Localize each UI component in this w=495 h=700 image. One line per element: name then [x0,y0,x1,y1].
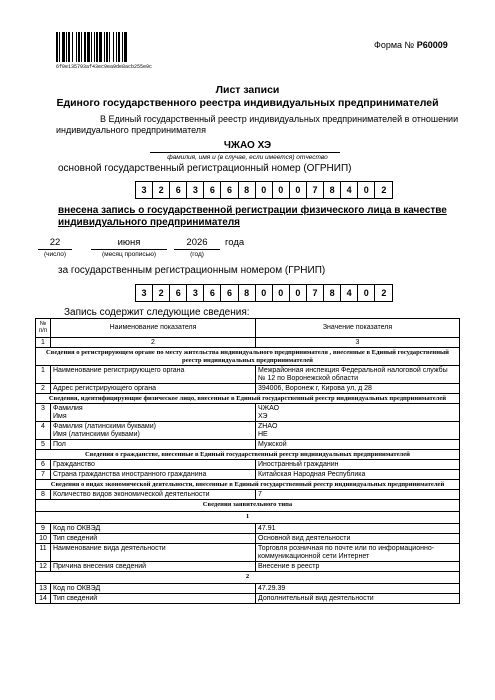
row-number: 13 [36,584,51,594]
section-row [36,394,460,404]
row-value: 47.29.39 [256,584,460,594]
col-header-value: Значение показателя [256,319,460,338]
person-fio: ЧЖАО ХЭ [223,140,272,151]
group-number-2: 2 [36,572,460,584]
date-year: 2026 [186,237,208,248]
row-number: 5 [36,440,51,450]
row-value: Мужской [256,440,460,450]
fio-caption: фамилия, имя и (в случае, если имеется) отчество [167,154,328,161]
fio-underline [150,152,340,153]
form-number-prefix: Форма № [374,40,415,50]
grnip-label: за государственным регистрационным номером (ГРНИП) [58,265,326,276]
ogrnip-digit: 3 [136,182,153,198]
date-suffix: года [225,237,245,248]
ogrnip-digit: 0 [273,182,290,198]
row-name: Гражданство [51,460,256,470]
row-value: Торговля розничная по почте или по информационно-коммуникационной сети Интернет [256,544,460,562]
date-month-line [91,249,167,250]
grnip-digit: 2 [153,285,170,301]
intro-text: В Единый государственный реестр индивидуальных предпринимателей в отношении индивидуального предпринимателя [56,114,459,135]
row-name [51,422,256,440]
ogrnip-digit: 8 [239,182,256,198]
grnip-digit: 0 [358,285,375,301]
group-number-1: 1 [36,512,460,524]
date-month: июня [117,237,141,248]
section-row [36,480,460,490]
section-row [36,348,460,366]
table-row [36,384,460,394]
row-name: Страна гражданства иностранного гражданина [51,470,256,480]
date-month-caption: (месяц прописью) [101,251,157,258]
grnip-digit: 2 [381,288,387,298]
table-colnum-row [36,338,460,348]
ogrnip-digit: 0 [256,182,273,198]
table-row [36,404,460,422]
grnip-digit: 3 [136,285,153,301]
ogrnip-digit: 3 [187,182,204,198]
row-name-line: Фамилия [53,404,83,412]
grnip-digit: 6 [204,285,221,301]
row-number: 3 [36,404,51,422]
form-number-value: Р60009 [416,40,448,50]
row-name: Тип сведений [51,534,256,544]
row-name [51,404,256,422]
row-value: Основной вид деятельности [256,534,460,544]
row-name: Причина внесения сведений [51,562,256,572]
row-value: Китайская Народная Республика [256,470,460,480]
grnip-digit: 7 [307,285,324,301]
table-row [36,366,460,384]
row-number: 7 [36,470,51,480]
grnip-digit: 0 [290,285,307,301]
table-row [36,470,460,480]
ogrnip-digit: 6 [221,182,238,198]
row-number: 12 [36,562,51,572]
row-name: Тип сведений [51,594,256,604]
col-header-num: № п/п [36,319,51,338]
colnum-2: 2 [51,338,256,348]
record-table [35,318,460,604]
grnip-digit: 8 [324,285,341,301]
ogrnip-digit: 2 [153,182,170,198]
date-day: 22 [49,237,61,248]
ogrnip-digit: 6 [204,182,221,198]
row-name-line: Имя [53,412,67,420]
ogrnip-digit: 7 [307,182,324,198]
row-value: Иностранный гражданин [256,460,460,470]
row-value: 7 [256,490,460,500]
colnum-1: 1 [36,338,51,348]
group-row [36,512,460,524]
section-row [36,500,460,512]
form-number [374,40,448,50]
table-row [36,460,460,470]
table-row [36,422,460,440]
row-name: Пол [51,440,256,450]
ogrnip-digit: 8 [324,182,341,198]
row-name: Количество видов экономической деятельности [51,490,256,500]
document-subtitle: Единого государственного реестра индивидуальных предпринимателей [56,97,439,109]
ogrnip-digit: 0 [358,182,375,198]
section-economic-activity: Сведения о видах экономической деятельности, внесенные в Единый государственный реестр индивидуальных предпринимателей [36,480,460,490]
grnip-digit: 8 [239,285,256,301]
table-row [36,562,460,572]
section-identity: Сведения, идентифицирующие физическое лицо, внесенные в Единый государственный реестр индивидуальных предпринимателей [36,394,460,404]
row-number: 2 [36,384,51,394]
row-number: 14 [36,594,51,604]
row-name: Адрес регистрирующего органа [51,384,256,394]
table-row [36,524,460,534]
ogrnip-digit: 6 [170,182,187,198]
row-value: Дополнительный вид деятельности [256,594,460,604]
date-year-line [174,249,220,250]
section-citizenship: Сведения о гражданстве, внесенные в Единый государственный реестр индивидуальных предпринимателей [36,450,460,460]
row-name: Код по ОКВЭД [51,584,256,594]
table-row [36,544,460,562]
grnip-digit: 6 [221,285,238,301]
row-number: 6 [36,460,51,470]
row-name-line: Фамилия (латинскими буквами) [53,422,156,430]
table-intro: Запись содержит следующие сведения: [64,307,250,318]
ogrnip-digit: 4 [341,182,358,198]
table-row [36,440,460,450]
row-value: Межрайонная инспекция Федеральной налоговой службы № 12 по Воронежской области [256,366,460,384]
row-number: 9 [36,524,51,534]
barcode-code: 6f0e135793af43ec9ea9de8acb255e9c [56,64,153,70]
date-day-caption: (число) [43,251,67,258]
row-name: Наименование вида деятельности [51,544,256,562]
row-value [256,422,460,440]
date-year-caption: (год) [190,251,204,258]
group-row [36,572,460,584]
grnip-digit: 6 [170,285,187,301]
table-row [36,534,460,544]
row-name-line: Имя (латинскими буквами) [53,430,140,438]
grnip-digit-boxes [135,284,393,302]
row-value: 47.91 [256,524,460,534]
col-header-name: Наименование показателя [51,319,256,338]
ogrnip-digit: 2 [381,185,387,195]
row-number: 11 [36,544,51,562]
barcode-image [56,32,152,62]
grnip-digit: 4 [341,285,358,301]
colnum-3: 3 [256,338,460,348]
row-value [256,404,460,422]
row-name: Наименование регистрирующего органа [51,366,256,384]
section-registering-authority: Сведения о регистрирующем органе по месту жительства индивидуального предпринимателя , внесенные в Единый государственный реестр индивидуальных предпринимателей [36,348,460,366]
row-value-line: ХЭ [258,412,268,420]
ogrnip-digit: 0 [290,182,307,198]
document-title: Лист записи [215,84,280,96]
ogrnip-digit-boxes [135,181,393,199]
section-row [36,450,460,460]
grnip-digit: 0 [273,285,290,301]
section-declarant: Сведения заявительного типа [36,500,460,512]
date-day-line [38,249,72,250]
grnip-digit: 3 [187,285,204,301]
barcode-bar [127,32,128,62]
table-row [36,490,460,500]
row-value: Внесение в реестр [256,562,460,572]
row-number: 8 [36,490,51,500]
row-value-line: ЧЖАО [258,404,280,412]
row-number: 10 [36,534,51,544]
table-row [36,594,460,604]
row-value-line: ZHAO [258,422,278,430]
row-name: Код по ОКВЭД [51,524,256,534]
table-header-row [36,319,460,338]
ogrnip-label: основной государственный регистрационный номер (ОГРНИП) [58,163,352,174]
grnip-digit: 0 [256,285,273,301]
row-value-line: HE [258,430,268,438]
table-row [36,584,460,594]
record-statement: внесена запись о государственной регистрации физического лица в качестве индивидуального предпринимателя [58,205,447,228]
row-number: 1 [36,366,51,384]
row-number: 4 [36,422,51,440]
row-value: 394006, Воронеж г, Кирова ул, д 28 [256,384,460,394]
